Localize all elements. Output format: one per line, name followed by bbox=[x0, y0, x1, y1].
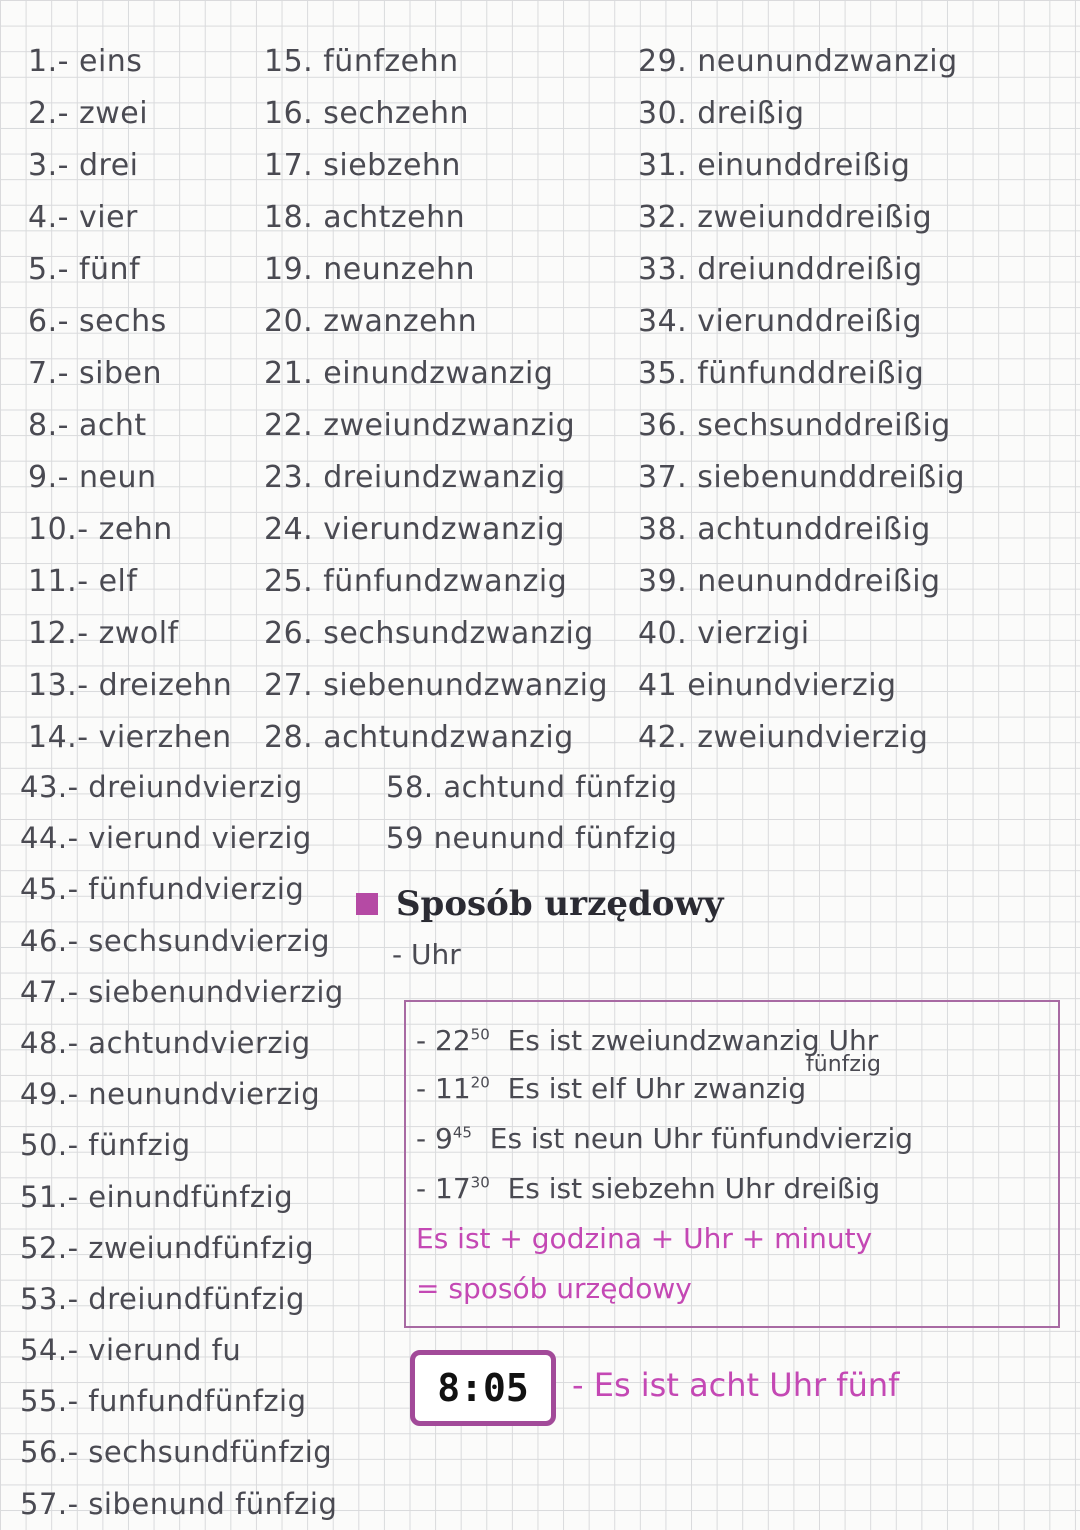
number-item: 51.- einundfünfzig bbox=[20, 1179, 294, 1214]
correction-note: fünfzig bbox=[806, 1052, 882, 1077]
number-item: 50.- fünfzig bbox=[20, 1128, 191, 1163]
example-line: - $11^{20}$ Es ist elf Uhr zwanzig bbox=[416, 1072, 807, 1105]
number-item: 52.- zweiundfünfzig bbox=[20, 1230, 315, 1265]
number-item: 46.- sechsundvierzig bbox=[20, 923, 331, 958]
numbers-column-5 bbox=[386, 762, 678, 864]
number-item: 22. zweiundzwanzig bbox=[264, 408, 576, 443]
number-item: 15. fünfzehn bbox=[264, 44, 459, 79]
number-item: 47.- siebenundvierzig bbox=[20, 974, 344, 1009]
number-item: 25. fünfundzwanzig bbox=[264, 564, 568, 599]
number-item: 1.- eins bbox=[28, 44, 143, 79]
number-item: 24. vierundzwanzig bbox=[264, 512, 566, 547]
number-item: 13.- dreizehn bbox=[28, 668, 233, 703]
number-item: 23. dreiundzwanzig bbox=[264, 460, 566, 495]
numbers-column-3 bbox=[638, 36, 965, 764]
numbers-column-2 bbox=[264, 36, 608, 764]
number-item: 30. dreißig bbox=[638, 96, 805, 131]
number-item: 44.- vierund vierzig bbox=[20, 821, 312, 856]
number-item: 59 neunund fünfzig bbox=[386, 821, 678, 856]
numbers-column-1 bbox=[28, 36, 232, 764]
numbers-column-4 bbox=[20, 762, 344, 1530]
formula: Es ist + godzina + Uhr + minuty bbox=[416, 1222, 873, 1255]
number-item: 26. sechsundzwanzig bbox=[264, 616, 594, 651]
number-item: 3.- drei bbox=[28, 148, 139, 183]
number-item: 38. achtunddreißig bbox=[638, 512, 931, 547]
number-item: 29. neunundzwanzig bbox=[638, 44, 958, 79]
number-item: 48.- achtundvierzig bbox=[20, 1025, 311, 1060]
number-item: 21. einundzwanzig bbox=[264, 356, 554, 391]
number-item: 5.- fünf bbox=[28, 252, 141, 287]
number-item: 43.- dreiundvierzig bbox=[20, 770, 303, 804]
number-item: 54.- vierund fu bbox=[20, 1333, 242, 1368]
number-item: 58. achtund fünfzig bbox=[386, 770, 678, 804]
number-item: 18. achtzehn bbox=[264, 200, 466, 235]
number-item: 53.- dreiundfünfzig bbox=[20, 1281, 305, 1316]
number-item: 19. neunzehn bbox=[264, 252, 475, 287]
number-item: 49.- neunundvierzig bbox=[20, 1077, 321, 1112]
number-item: 11.- elf bbox=[28, 564, 138, 599]
formula-note: = sposób urzędowy bbox=[416, 1272, 692, 1305]
number-item: 41 einundvierzig bbox=[638, 668, 897, 703]
number-item: 6.- sechs bbox=[28, 304, 167, 339]
examples-box bbox=[404, 1000, 1060, 1328]
number-item: 31. einunddreißig bbox=[638, 148, 911, 183]
number-item: 12.- zwolf bbox=[28, 616, 179, 651]
number-item: 28. achtundzwanzig bbox=[264, 720, 574, 755]
bullet-square-icon bbox=[356, 893, 378, 915]
example-line: - $17^{30}$ Es ist siebzehn Uhr dreißig bbox=[416, 1172, 881, 1205]
number-item: 37. siebenunddreißig bbox=[638, 460, 966, 495]
number-item: 17. siebzehn bbox=[264, 148, 461, 183]
number-item: 40. vierzigi bbox=[638, 616, 810, 651]
clock-display: 8:05 bbox=[410, 1350, 556, 1426]
number-item: 27. siebenundzwanzig bbox=[264, 668, 609, 703]
clock-text: - Es ist acht Uhr fünf bbox=[572, 1366, 900, 1404]
section-title: Sposób urzędowy bbox=[396, 884, 724, 924]
number-item: 4.- vier bbox=[28, 200, 138, 235]
example-line: - $9^{45}$ Es ist neun Uhr fünfundvierzig bbox=[416, 1122, 914, 1155]
number-item: 8.- acht bbox=[28, 408, 147, 443]
number-item: 35. fünfunddreißig bbox=[638, 356, 925, 391]
number-item: 55.- funfundfünfzig bbox=[20, 1384, 307, 1419]
number-item: 36. sechsunddreißig bbox=[638, 408, 951, 443]
number-item: 45.- fünfundvierzig bbox=[20, 872, 305, 907]
number-item: 14.- vierzhen bbox=[28, 720, 232, 755]
number-item: 32. zweiunddreißig bbox=[638, 200, 933, 235]
number-item: 57.- sibenund fünfzig bbox=[20, 1486, 338, 1521]
number-item: 39. neununddreißig bbox=[638, 564, 941, 599]
number-item: 10.- zehn bbox=[28, 512, 173, 547]
number-item: 7.- siben bbox=[28, 356, 162, 391]
section-heading bbox=[356, 884, 723, 924]
number-item: 33. dreiunddreißig bbox=[638, 252, 923, 287]
number-item: 42. zweiundvierzig bbox=[638, 720, 929, 755]
number-item: 34. vierunddreißig bbox=[638, 304, 922, 339]
number-item: 56.- sechsundfünfzig bbox=[20, 1435, 333, 1470]
number-item: 20. zwanzehn bbox=[264, 304, 478, 339]
section-subtitle: - Uhr bbox=[392, 938, 461, 971]
number-item: 2.- zwei bbox=[28, 96, 149, 131]
number-item: 16. sechzehn bbox=[264, 96, 470, 131]
example-line: - $22^{50}$ Es ist zweiundzwanzig Uhr bbox=[416, 1024, 879, 1057]
number-item: 9.- neun bbox=[28, 460, 157, 495]
